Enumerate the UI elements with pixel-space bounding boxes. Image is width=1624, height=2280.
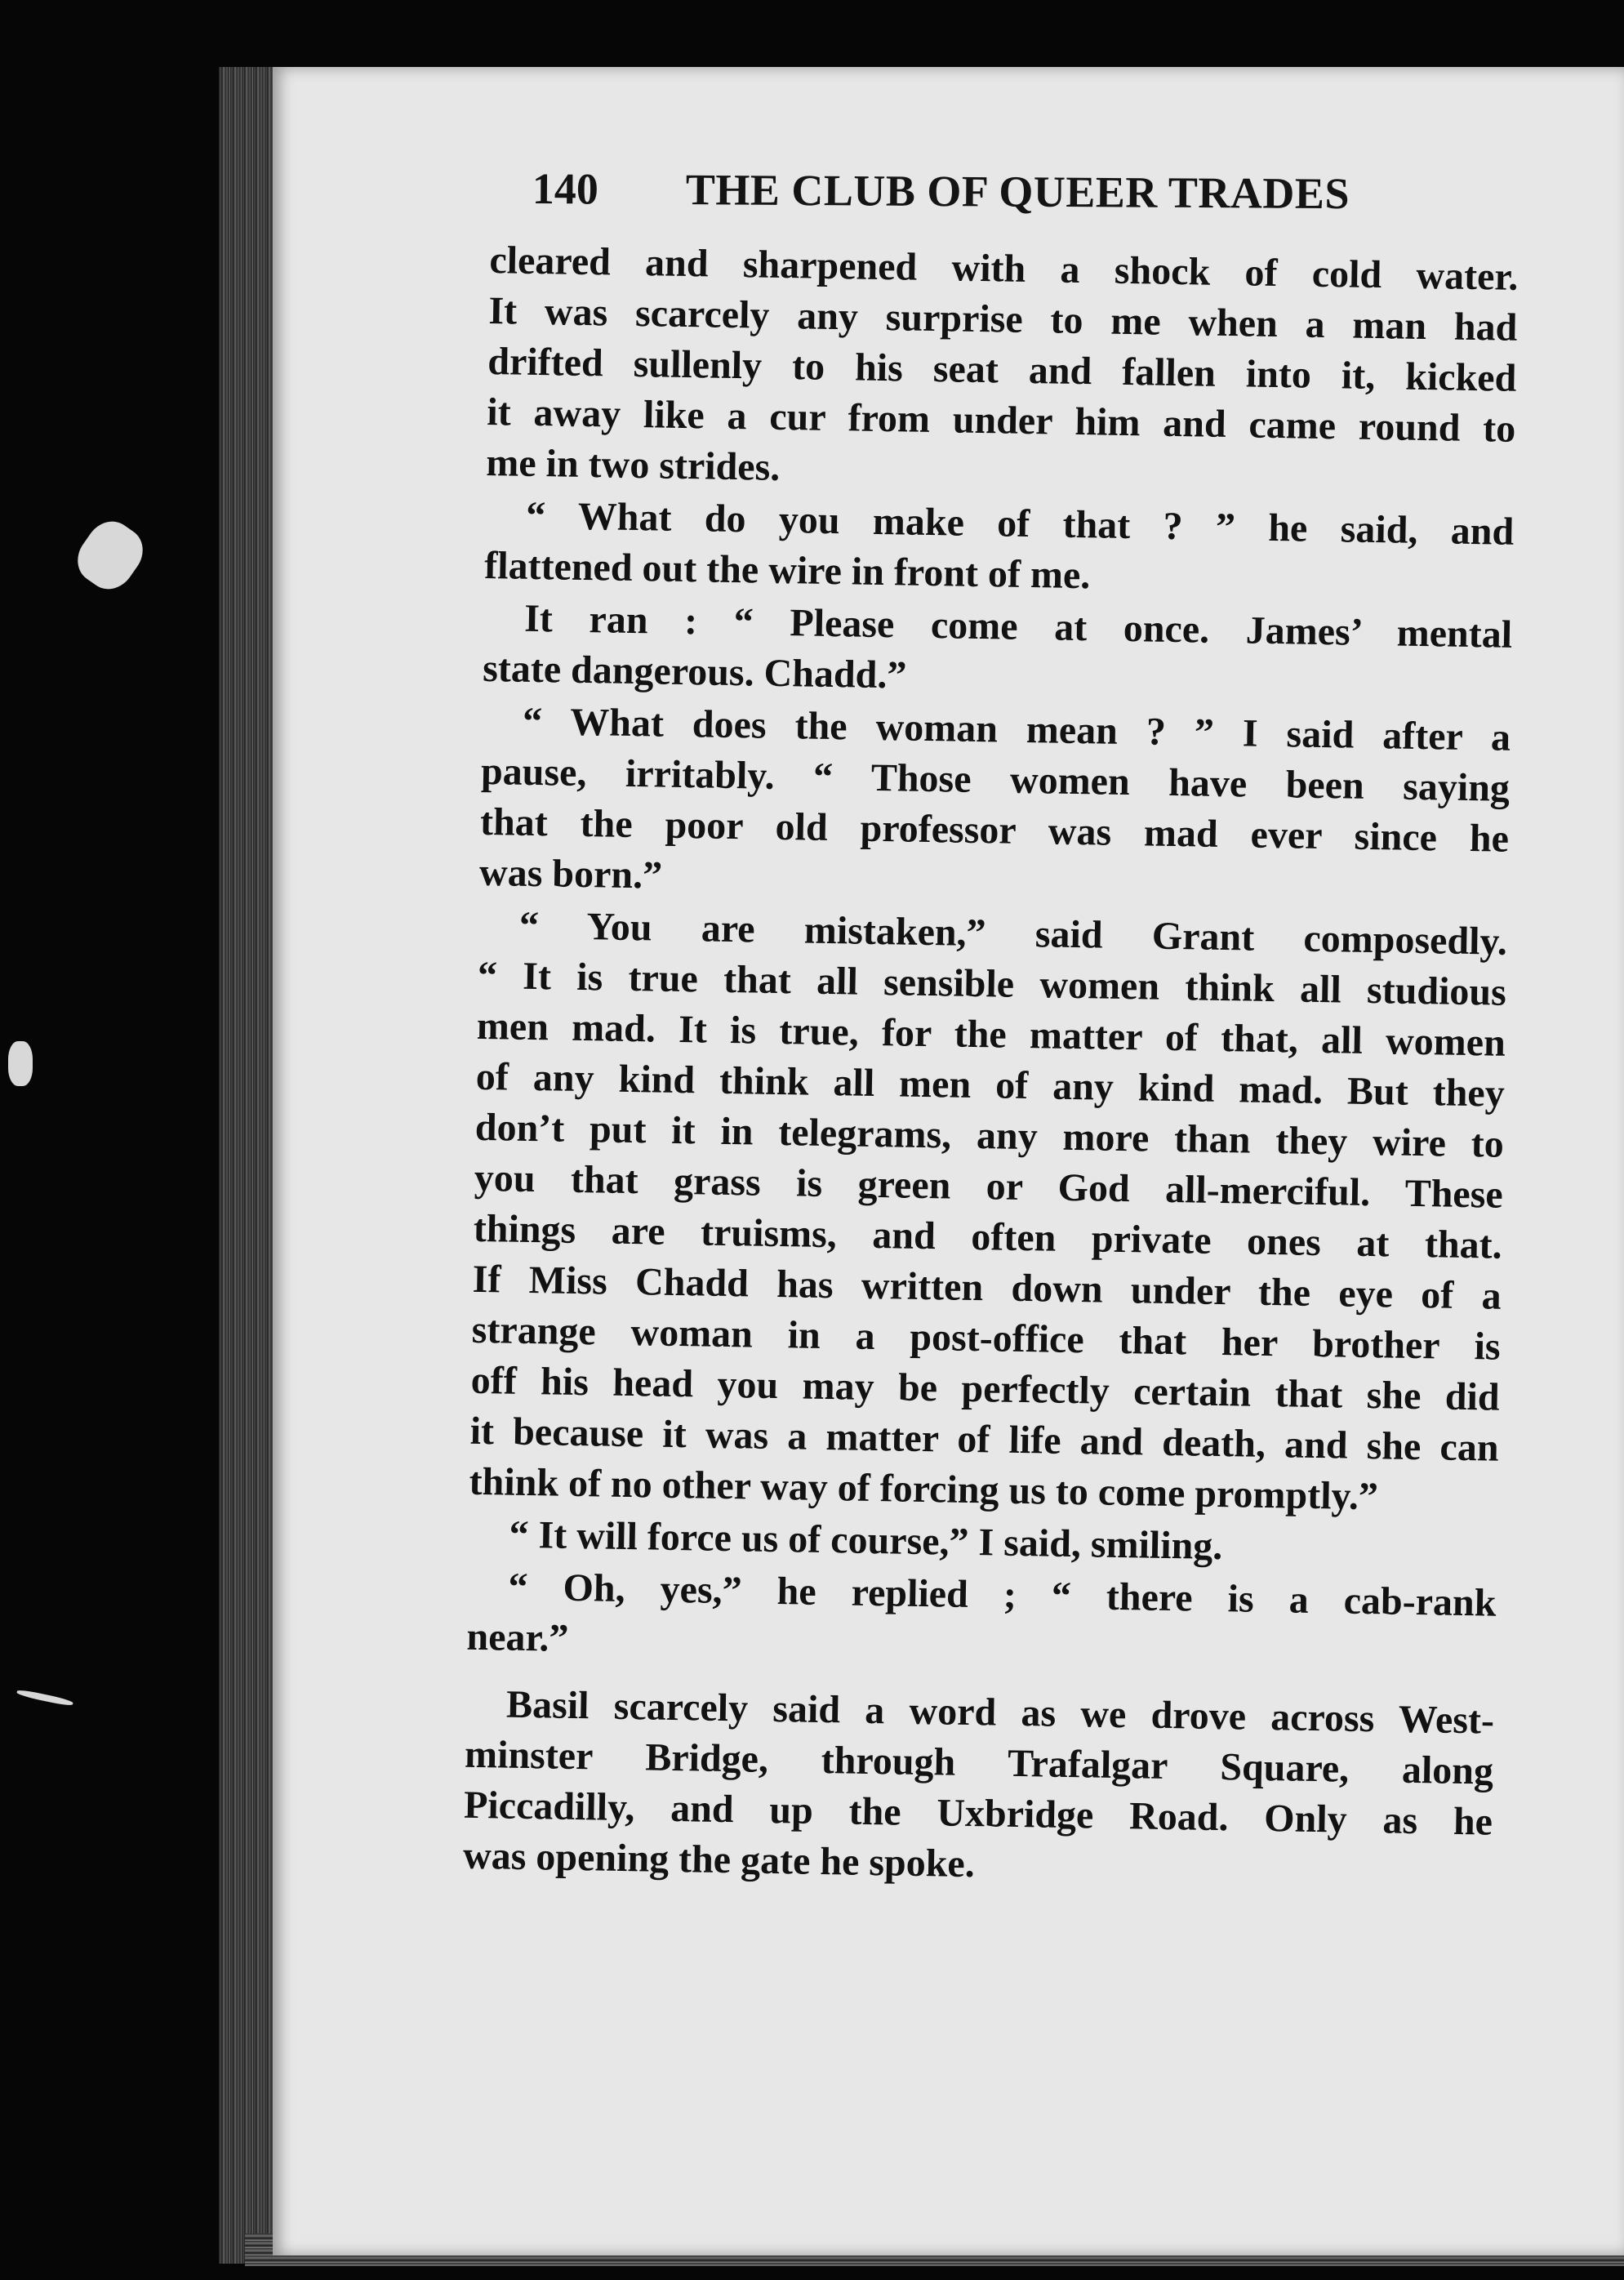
text-line: things are truisms, and often private ones at that. [473, 1206, 1503, 1267]
text-line: it because it was a matter of life and death, and she can [469, 1409, 1499, 1470]
text-line: strange woman in a post-office that her brother is [471, 1307, 1502, 1369]
text-line: was born.” [478, 850, 663, 897]
text-line: It ran : “ Please come at once. James’ mental [523, 596, 1513, 657]
text-line: Basil scarcely said a word as we drove across West- [505, 1682, 1495, 1743]
text-line: that the poor old professor was mad ever since he [479, 799, 1510, 861]
text-line: Piccadilly, and up the Uxbridge Road. Only as he [463, 1783, 1493, 1844]
text-line: it away like a cur from under him and came round to [486, 390, 1516, 451]
text-line: “ What does the woman mean ? ” I said after a [522, 699, 1511, 759]
text-line: of any kind think all men of any kind mad. But they [475, 1054, 1506, 1116]
text-line: “ What do you make of that ? ” he said, and [525, 493, 1515, 554]
text-line: It was scarcely any surprise to me when a man had [488, 288, 1518, 350]
text-line: pause, irritably. “ Those women have been saying [480, 749, 1511, 810]
page-number: 140 [532, 163, 598, 214]
text-line: you that grass is green or God all-merciful. These [474, 1156, 1504, 1217]
text-line: drifted sullenly to his seat and fallen into it, kicked [487, 339, 1517, 400]
running-title: THE CLUB OF QUEER TRADES [685, 165, 1350, 219]
text-line: cleared and sharpened with a shock of cold water. [489, 238, 1519, 299]
text-line: think of no other way of forcing us to come promptly.” [469, 1459, 1379, 1519]
text-line: flattened out the wire in front of me. [483, 543, 1091, 598]
text-line: me in two strides. [485, 440, 781, 489]
text-line: off his head you may be perfectly certain that she did [470, 1358, 1501, 1419]
text-line: near.” [466, 1614, 569, 1660]
page-header [532, 163, 1390, 225]
text-line: state dangerous. Chadd.” [482, 646, 907, 697]
text-line: “ Oh, yes,” he replied ; “ there is a cab-rank [508, 1565, 1497, 1625]
text-line: don’t put it in telegrams, any more than they wire to [474, 1105, 1505, 1166]
text-line: If Miss Chadd has written down under the eye of a [472, 1257, 1502, 1318]
text-line: was opening the gate he spoke. [462, 1833, 976, 1886]
text-line: minster Bridge, through Trafalgar Square, along [464, 1732, 1494, 1793]
book-page-edges [219, 67, 278, 2264]
text-line: men mad. It is true, for the matter of that, all women [476, 1004, 1506, 1065]
text-line: “ You are mistaken,” said Grant composedly. [518, 903, 1508, 964]
text-line: “ It will force us of course,” I said, smiling. [509, 1512, 1223, 1569]
dust-speck [8, 1041, 33, 1086]
text-line: “ It is true that all sensible women think all studious [477, 953, 1507, 1014]
